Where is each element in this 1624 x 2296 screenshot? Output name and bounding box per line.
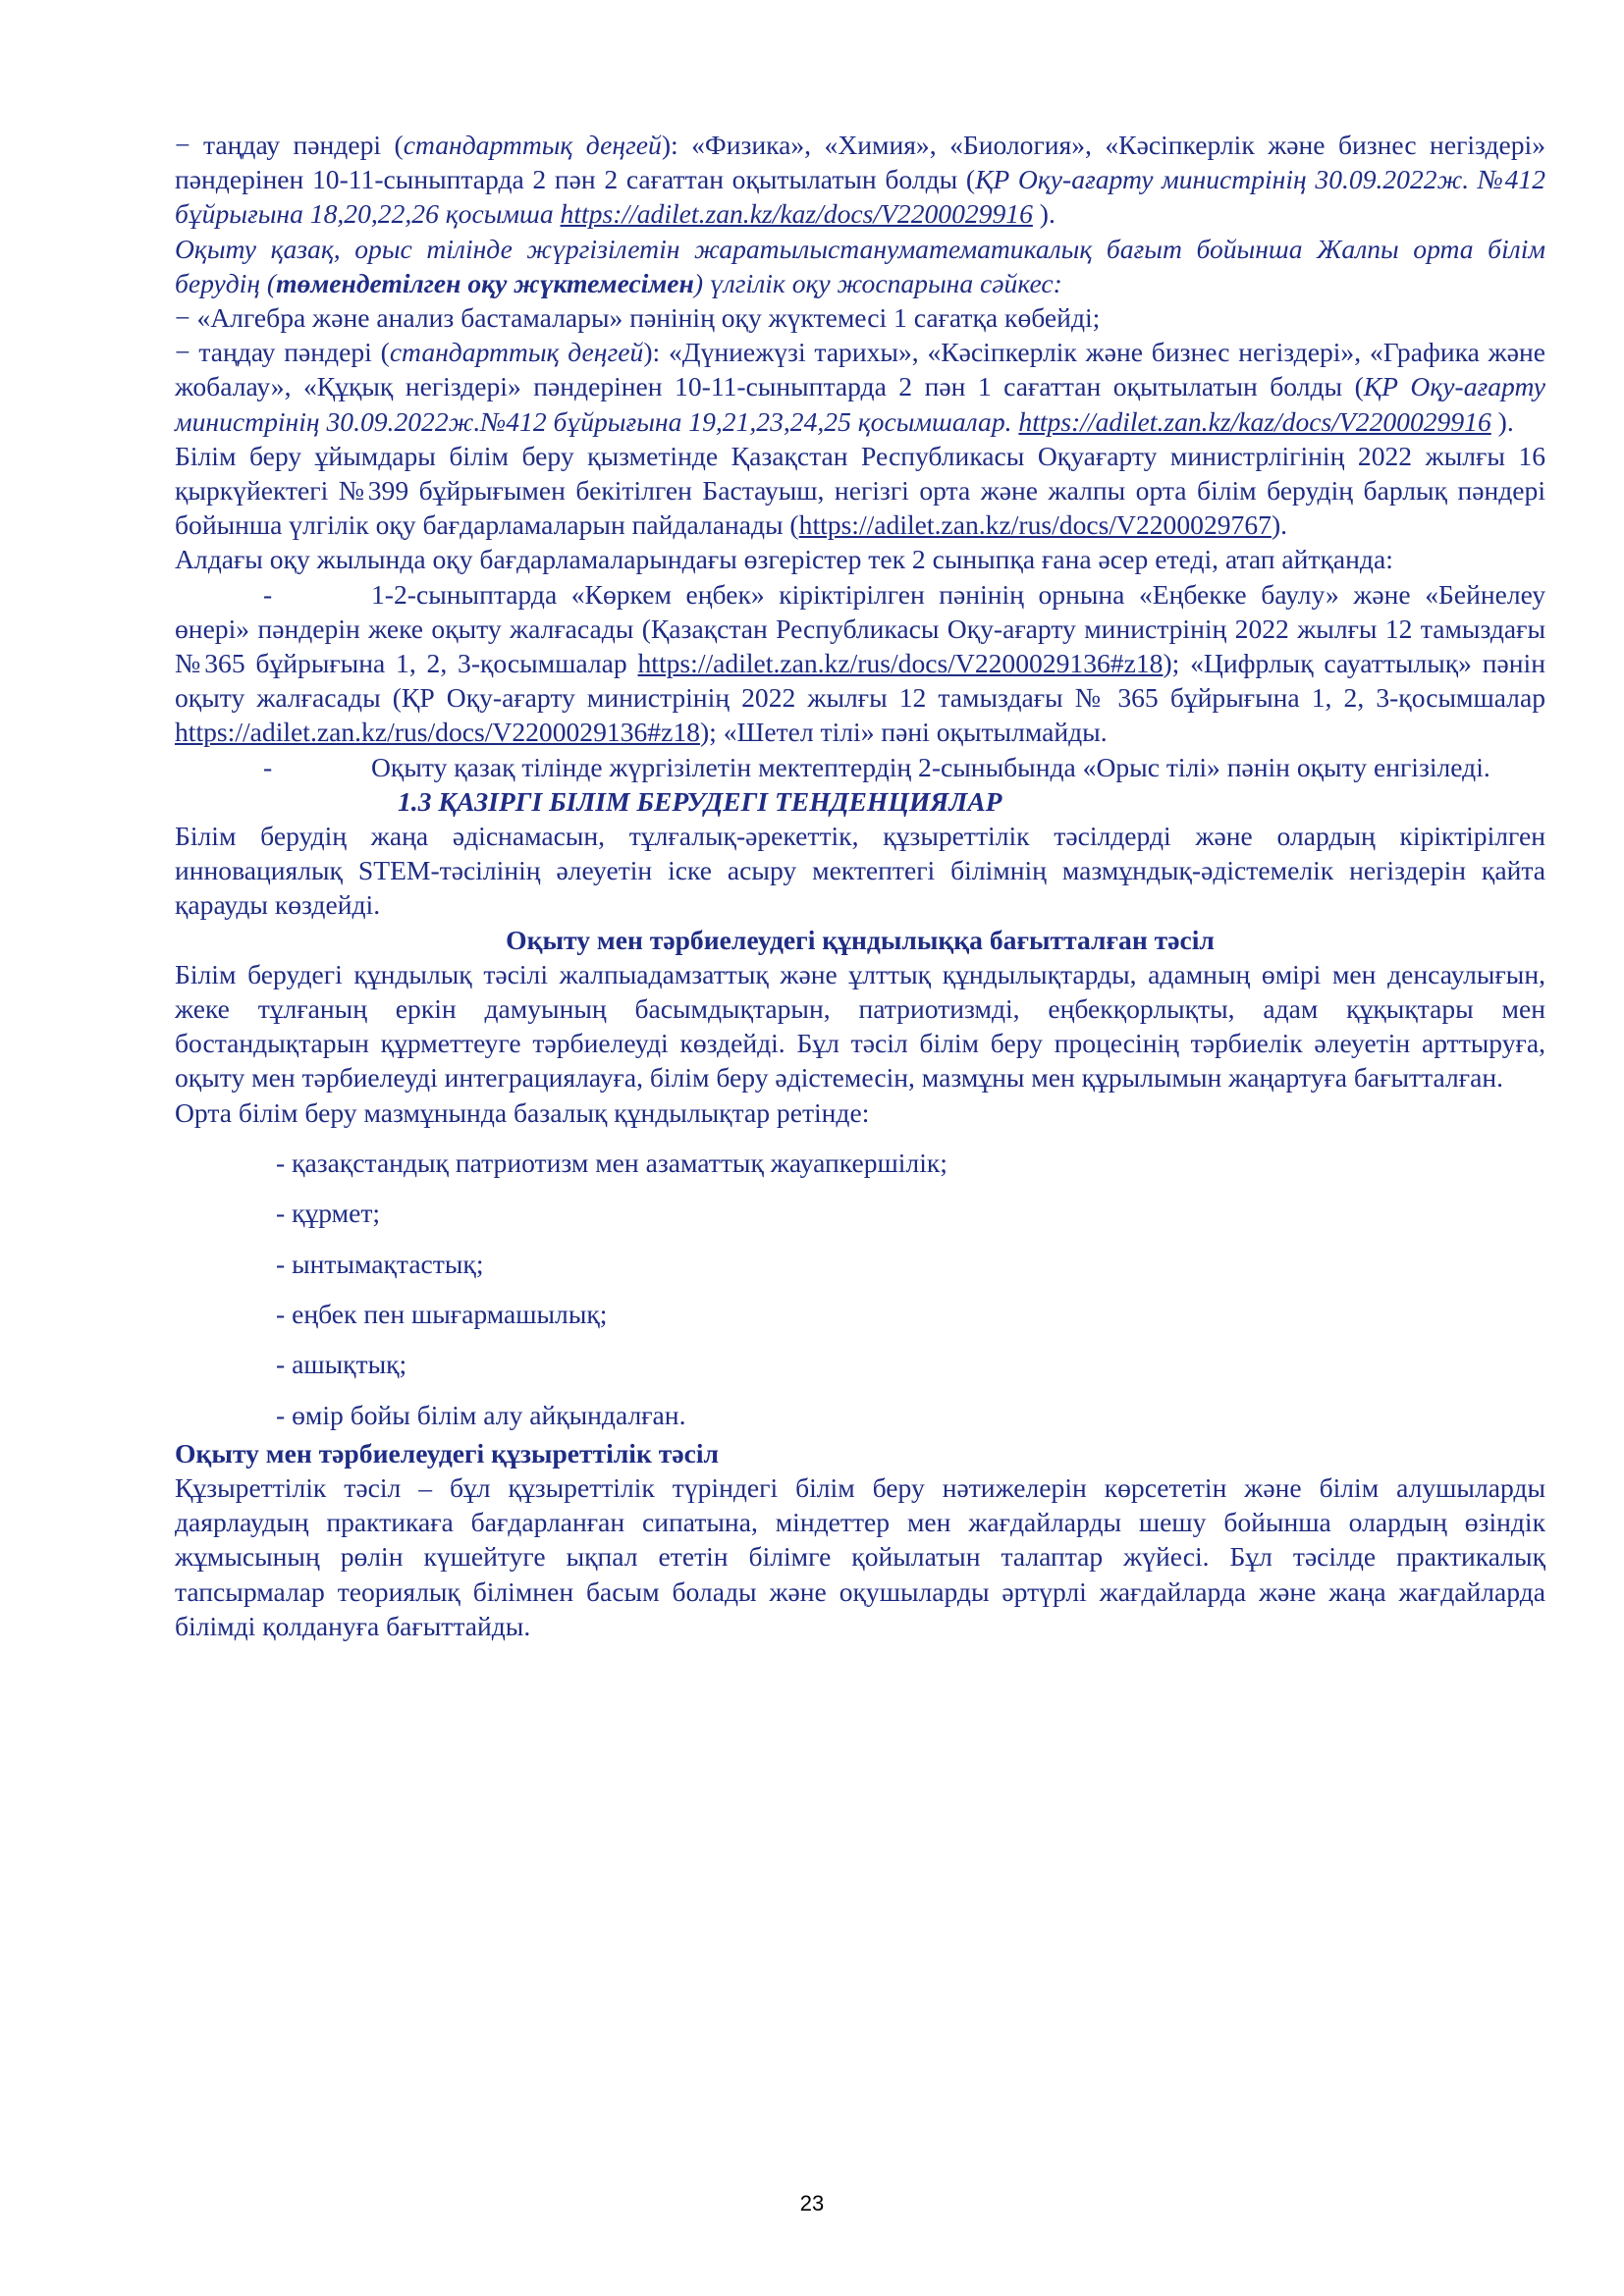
text: Оқыту қазақ тілінде жүргізілетін мектептердің 2-сыныбында «Орыс тілі» пәнін оқыту енгізіледі. (371, 751, 1490, 782)
paragraph-curricula (175, 439, 1545, 543)
adilet-link[interactable]: https://adilet.zan.kz/rus/docs/V2200029136#z18 (175, 717, 700, 748)
page-number: 23 (799, 2191, 825, 2216)
paragraph-changes-item-1 (175, 577, 1545, 750)
adilet-link[interactable]: https://adilet.zan.kz/rus/docs/V2200029136#z18 (637, 648, 1164, 679)
list-item: - ынтымақтастық; (276, 1248, 484, 1279)
text: − таңдау пәндері ( (175, 130, 404, 160)
text: ): «Дүниежүзі тарихы», «Кәсіпкерлік және бизнес негіздері», «Графика және жобалау», «Құқық негіздері» пәндерінен 10-11-сыныптарда 2 пән 1 сағаттан оқытылатын болды ( (175, 337, 1545, 402)
text: ); «Цифрлық сауаттылық» пәнін оқыту жалғасады (ҚР Оқу-ағарту министрінің 2022 жылғы 12 тамыздағы № 365 бұйрығына 1, 2, 3-қосымшалар (175, 648, 1545, 714)
text-bold-italic: төмендетілген оқу жүктемесімен (276, 267, 694, 298)
paragraph-natural-math-direction (175, 232, 1545, 300)
text-italic: стандарттық деңгей (389, 337, 644, 368)
paragraph-changes-intro: Алдағы оқу жылында оқу бағдарламаларындағы өзгерістер тек 2 сыныпқа ғана әсер етеді, атап айтқанда: (175, 544, 1393, 575)
paragraph-values-approach: Білім берудегі құндылық тәсілі жалпыадамзаттық және ұлттық құндылықтарды, адамның өмірі мен денсаулығын, жеке тұлғаның еркін дамуының басымдықтарын, патриотизмді, еңбекқорлықты, адам құқықтары мен бостандықтарын құрметтеуге тәрбиелеуді көздейді. Бұл тәсіл білім беру процесінің тәрбиелік әлеуетін арттыруға, оқыту мен тәрбиелеуді интеграциялауға, білім беру әдістемесін, мазмұны мен құрылымын жаңартуға бағытталған. (175, 958, 1545, 1094)
paragraph-elective-subjects-1 (175, 128, 1545, 232)
adilet-link[interactable]: https://adilet.zan.kz/rus/docs/V2200029767 (798, 509, 1272, 541)
list-dash: - (263, 751, 273, 782)
text: − таңдау пәндері ( (175, 337, 390, 368)
subheading-competence-approach: Оқыту мен тәрбиелеудегі құзыреттілік тәсіл (175, 1437, 719, 1468)
paragraph-competence-approach: Құзыреттілік тәсіл – бұл құзыреттілік түріндегі білім беру нәтижелерін көрсететін және білім алушыларды даярлаудың практикаға бағдарланған сипатына, міндеттер мен жағдайларды шешу бойынша олардың өзіндік жұмысының рөлін күшейтуге ықпал ететін білімге қойылатын талаптар жүйесі. Бұл тәсілде практикалық тапсырмалар теориялық білімнен басым болады және оқушыларды әртүрлі жағдайларда және жаңа жағдайларда білімді қолдануға бағыттайды. (175, 1472, 1545, 1641)
paragraph-algebra-load: − «Алгебра және анализ бастамалары» пәнінің оқу жүктемесі 1 сағатқа көбейді; (175, 302, 1101, 334)
text: ). (1032, 198, 1056, 230)
paragraph-methodology: Білім берудің жаңа әдіснамасын, тұлғалық-әрекеттік, құзыреттілік тәсілдерді және олардың кіріктірілген инновациялық STEM-тәсілінің әлеуетін іске асыру мектептегі білімнің мазмұндық-әдістемелік негіздерін қайта қарауды көздейді. (175, 821, 1545, 921)
paragraph-base-values-intro: Орта білім беру мазмұнында базалық құндылықтар ретінде: (175, 1096, 870, 1128)
order-reference: ҚР Оқу-ағарту министрінің 30.09.2022ж. №412 бұйрығына 18,20,22,26 қосымша (175, 164, 1546, 230)
list-item: - құрмет; (276, 1198, 381, 1229)
text: 1-2-сыныптарда «Көркем еңбек» кіріктірілген пәнінің орнына «Еңбекке баулу» және «Бейнелеу өнері» пәндерін жеке оқыту жалғасады (Қазақстан Республикасы Оқу-ағарту министрінің 2022 жылғы 12 тамыздағы №365 бұйрығына 1, 2, 3-қосымшалар (175, 578, 1545, 679)
order-reference: ҚР Оқу-ағарту министрінің 30.09.2022ж.№412 бұйрығына 19,21,23,24,25 қосымшалар. (175, 371, 1545, 437)
values-list (175, 1146, 1545, 1432)
list-item: - ашықтық; (276, 1349, 407, 1380)
text: Оқыту қазақ, орыс тілінде жүргізілетін жаратылыстануматематикалық бағыт бойынша Жалпы орта білім берудің ( (175, 233, 1545, 298)
list-dash: - (263, 578, 273, 610)
adilet-link[interactable]: https://adilet.zan.kz/kaz/docs/V2200029916 (560, 198, 1033, 230)
document-page (175, 128, 1545, 1643)
list-item: - еңбек пен шығармашылық; (276, 1299, 608, 1330)
paragraph-changes-item-2 (175, 750, 1545, 784)
text: ). (1271, 509, 1288, 541)
subheading-values-approach: Оқыту мен тәрбиелеудегі құндылыққа бағытталған тәсіл (506, 924, 1215, 955)
text: ): «Физика», «Химия», «Биология», «Кәсіпкерлік және бизнес негіздері» пәндерінен 10-11-сыныптарда 2 пән 2 сағаттан оқытылатын болды ( (175, 130, 1546, 195)
text-italic: стандарттық деңгей (403, 130, 662, 160)
text: ); «Шетел тілі» пәні оқытылмайды. (699, 717, 1108, 748)
text: ). (1490, 405, 1514, 437)
adilet-link[interactable]: https://adilet.zan.kz/kaz/docs/V2200029916 (1018, 405, 1491, 437)
text: ) үлгілік оқу жоспарына сәйкес: (693, 267, 1062, 298)
paragraph-elective-subjects-2 (175, 335, 1545, 439)
text: Білім беру ұйымдары білім беру қызметінде Қазақстан Республикасы Оқуағарту министрлігінің 2022 жылғы 16 қыркүйектегі №399 бұйрығымен бекітілген Бастауыш, негізгі орта және жалпы орта білім берудің барлық пәндері бойынша үлгілік оқу бағдарламаларын пайдаланады ( (175, 440, 1545, 541)
section-heading-1-3: 1.3 ҚАЗІРГІ БІЛІМ БЕРУДЕГІ ТЕНДЕНЦИЯЛАР (398, 785, 1002, 817)
list-item: - қазақстандық патриотизм мен азаматтық жауапкершілік; (276, 1147, 947, 1178)
list-item: - өмір бойы білім алу айқындалған. (276, 1399, 686, 1430)
